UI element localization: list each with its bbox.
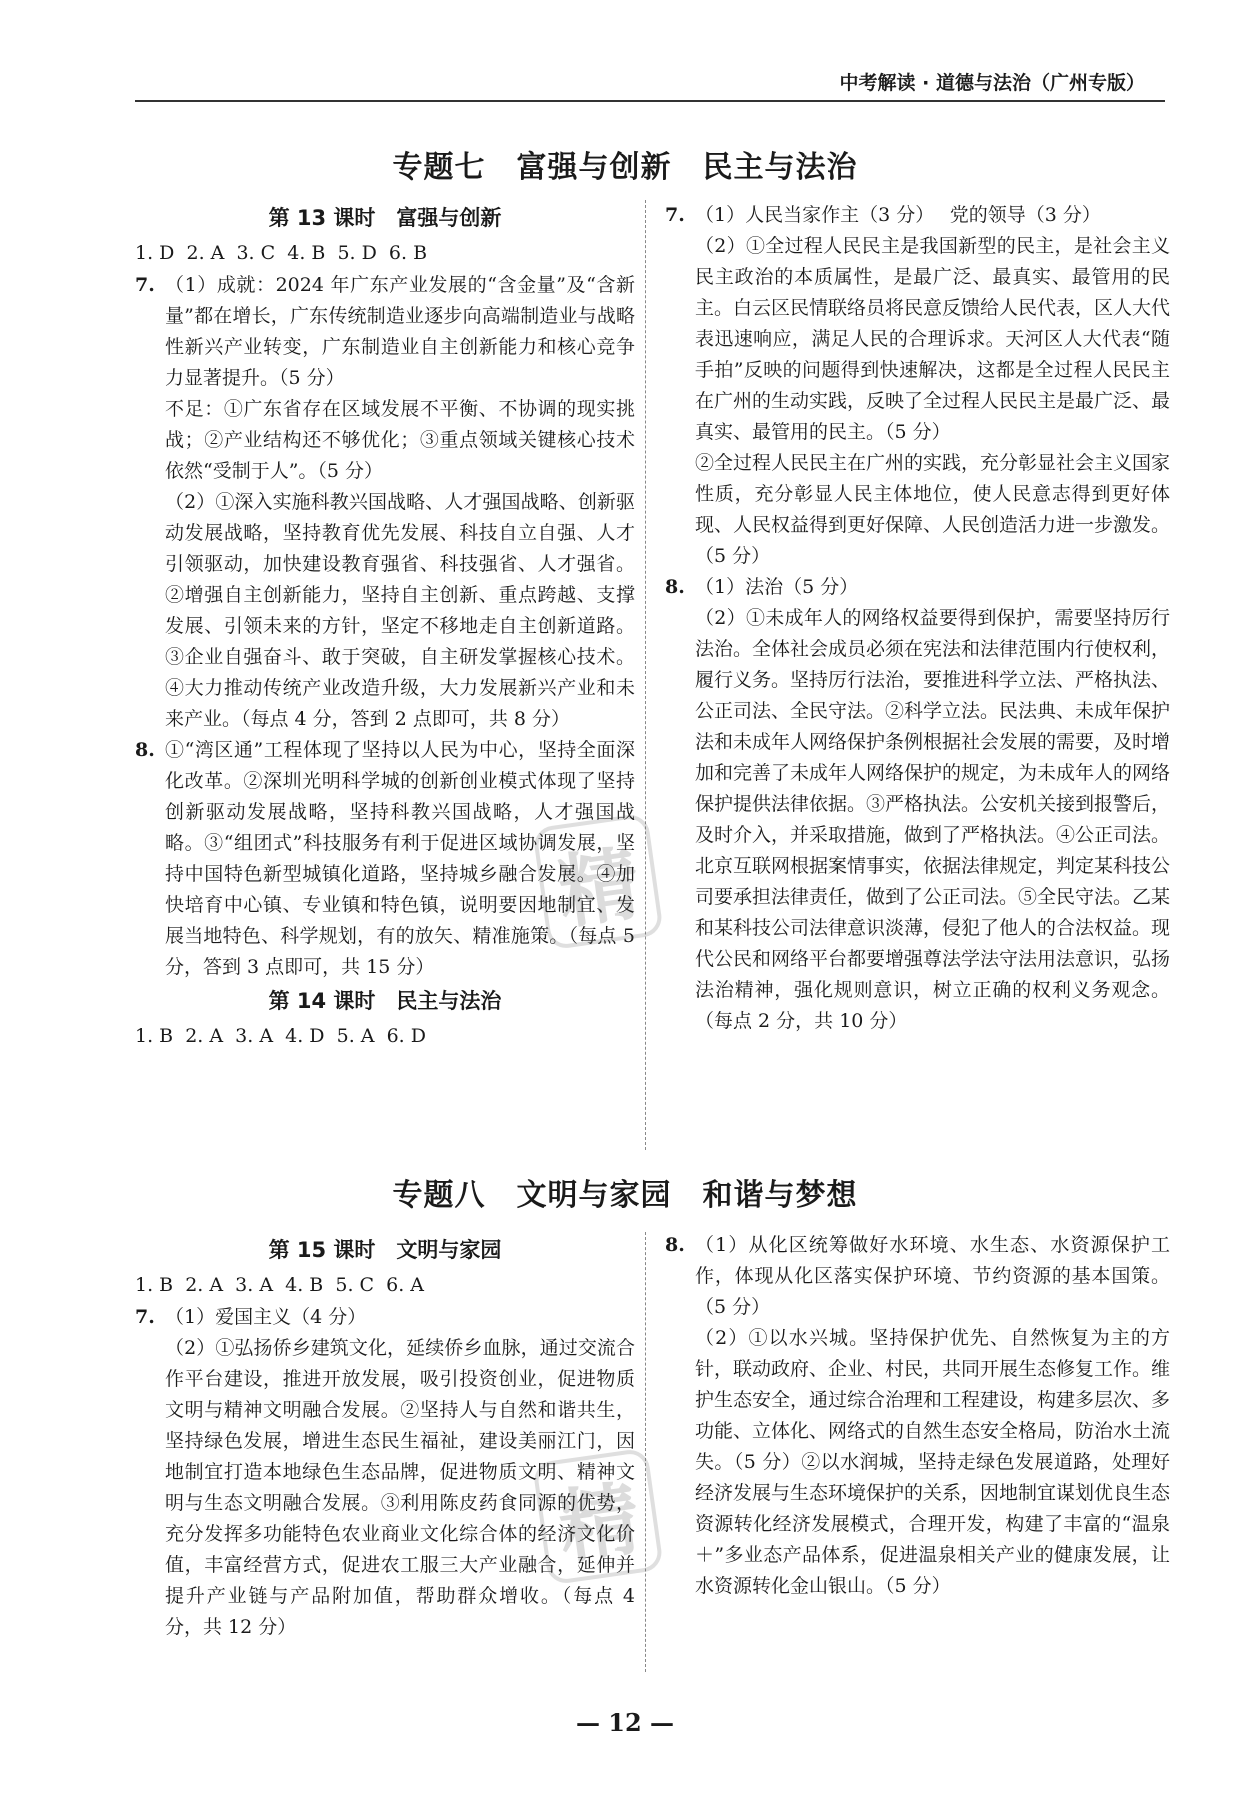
- answer-paragraph: ②全过程人民民主在广州的实践，充分彰显社会主义国家性质，充分彰显人民主体地位，使人民意志得到更好体现、人民权益得到更好保障、人民创造活力进一步激发。（5 分）: [695, 452, 1171, 567]
- question-number: 8.: [665, 1234, 685, 1256]
- answer-body: [695, 200, 1170, 572]
- lesson-13-title: 第 13 课时 富强与创新: [268, 206, 502, 230]
- running-header: 中考解读 · 道德与法治（广州专版）: [135, 68, 1165, 102]
- lesson-14-title: 第 14 课时 民主与法治: [268, 989, 502, 1013]
- lesson-15-title: 第 15 课时 文明与家园: [268, 1238, 502, 1262]
- answer-paragraph: ①“湾区通”工程体现了坚持以人民为中心，坚持全面深化改革。②深圳光明科学城的创新创业模式体现了坚持创新驱动发展战略，坚持科教兴国战略，人才强国战略。③“组团式”科技服务有利于促进区域协调发展，坚持中国特色新型城镇化道路，坚持城乡融合发展。④加快培育中心镇、专业镇和特色镇，说明要因地制宜、发展当地特色、科学规划，有的放矢、精准施策。（每点 5 分，答到 3 点即可，共 15 分）: [165, 739, 635, 978]
- lesson-14-choice-answers: 1. B 2. A 3. A 4. D 5. A 6. D: [135, 1025, 426, 1047]
- answer-paragraph: （1）成就：2024 年广东产业发展的“含金量”及“含新量”都在增长，广东传统制造业逐步向高端制造业与战略性新兴产业转变，广东制造业自主创新能力和核心竞争力显著提升。（5 分）: [165, 274, 635, 389]
- section-8-title: 专题八 文明与家园 和谐与梦想: [392, 1178, 858, 1213]
- lesson-14-question-8: [665, 572, 1170, 1037]
- lesson-13-choice-answers: 1. D 2. A 3. C 4. B 5. D 6. B: [135, 242, 428, 264]
- answer-body: [165, 270, 635, 735]
- answer-paragraph: （2）①未成年人的网络权益要得到保护，需要坚持厉行法治。全体社会成员必须在宪法和法律范围内行使权利，履行义务。坚持厉行法治，要推进科学立法、严格执法、公正司法、全民守法。②科学立法。民法典、未成年保护法和未成年人网络保护条例根据社会发展的需要，及时增加和完善了未成年人网络保护的规定，为未成年人的网络保护提供法律依据。③严格执法。公安机关接到报警后，及时介入，并采取措施，做到了严格执法。④公正司法。北京互联网根据案情事实，依据法律规定，判定某科技公司要承担法律责任，做到了公正司法。⑤全民守法。乙某和某科技公司法律意识淡薄，侵犯了他人的合法权益。现代公民和网络平台都要增强尊法学法守法用法意识，弘扬法治精神，强化规则意识，树立正确的权利义务观念。（每点 2 分，共 10 分）: [695, 607, 1171, 1032]
- watermark-stamp: 精: [532, 813, 664, 951]
- question-number: 7.: [135, 1306, 155, 1328]
- section-7-title: 专题七 富强与创新 民主与法治: [392, 150, 858, 185]
- lesson-14-column: [665, 200, 1170, 1037]
- answer-body: [695, 572, 1170, 1037]
- lesson-15-column-right: [665, 1230, 1170, 1602]
- answer-paragraph: （1）人民当家作主（3 分） 党的领导（3 分）: [695, 204, 1101, 226]
- answer-paragraph: 不足：①广东省存在区域发展不平衡、不协调的现实挑战；②产业结构还不够优化；③重点领域关键核心技术依然“受制于人”。（5 分）: [165, 398, 635, 482]
- question-number: 8.: [665, 576, 685, 598]
- page-number: — 12 —: [575, 1708, 675, 1737]
- question-number: 7.: [665, 204, 685, 226]
- lesson-13-question-7: [135, 270, 635, 735]
- answer-paragraph: （2）①深入实施科教兴国战略、人才强国战略、创新驱动发展战略，坚持教育优先发展、科技自立自强、人才引领驱动，加快建设教育强省、科技强省、人才强省。②增强自主创新能力，坚持自主创新、重点跨越、支撑发展、引领未来的方针，坚定不移地走自主创新道路。③企业自强奋斗、敢于突破，自主研发掌握核心技术。④大力推动传统产业改造升级，大力发展新兴产业和未来产业。（每点 4 分，答到 2 点即可，共 8 分）: [165, 491, 635, 730]
- answer-body: [695, 1230, 1170, 1602]
- answer-paragraph: （1）从化区统筹做好水环境、水生态、水资源保护工作，体现从化区落实保护环境、节约资源的基本国策。（5 分）: [695, 1234, 1170, 1318]
- lesson-15-choice-answers: 1. B 2. A 3. A 4. B 5. C 6. A: [135, 1274, 425, 1296]
- answer-paragraph: （1）法治（5 分）: [695, 576, 859, 598]
- lesson-14-question-7: [665, 200, 1170, 572]
- lesson-15-question-8: [665, 1230, 1170, 1602]
- answer-paragraph: （2）①以水兴城。坚持保护优先、自然恢复为主的方针，联动政府、企业、村民，共同开展生态修复工作。维护生态安全，通过综合治理和工程建设，构建多层次、多功能、立体化、网络式的自然生态安全格局，防治水土流失。（5 分）②以水润城，坚持走绿色发展道路，处理好经济发展与生态环境保护的关系，因地制宜谋划优良生态资源转化经济发展模式，合理开发，构建了丰富的“温泉＋”多业态产品体系，促进温泉相关产业的健康发展，让水资源转化金山银山。（5 分）: [695, 1327, 1171, 1597]
- watermark-stamp: 精: [532, 1448, 664, 1586]
- answer-paragraph: （1）爱国主义（4 分）: [165, 1306, 367, 1328]
- column-divider: [645, 200, 646, 1150]
- question-number: 8.: [135, 739, 155, 761]
- answer-paragraph: （2）①弘扬侨乡建筑文化，延续侨乡血脉，通过交流合作平台建设，推进开放发展，吸引投资创业，促进物质文明与精神文明融合发展。②坚持人与自然和谐共生，坚持绿色发展，增进生态民生福祉，建设美丽江门，因地制宜打造本地绿色生态品牌，促进物质文明、精神文明与生态文明融合发展。③利用陈皮药食同源的优势，充分发挥多功能特色农业商业文化综合体的经济文化价值，丰富经营方式，促进农工服三大产业融合，延伸并提升产业链与产品附加值，帮助群众增收。（每点 4 分，共 12 分）: [165, 1337, 635, 1638]
- answer-paragraph: （2）①全过程人民民主是我国新型的民主，是社会主义民主政治的本质属性，是最广泛、最真实、最管用的民主。白云区民情联络员将民意反馈给人民代表，区人大代表迅速响应，满足人民的合理诉求。天河区人大代表“随手拍”反映的问题得到快速解决，这都是全过程人民民主在广州的生动实践，反映了全过程人民民主是最广泛、最真实、最管用的民主。（5 分）: [695, 235, 1171, 443]
- question-number: 7.: [135, 274, 155, 296]
- column-divider: [645, 1232, 646, 1672]
